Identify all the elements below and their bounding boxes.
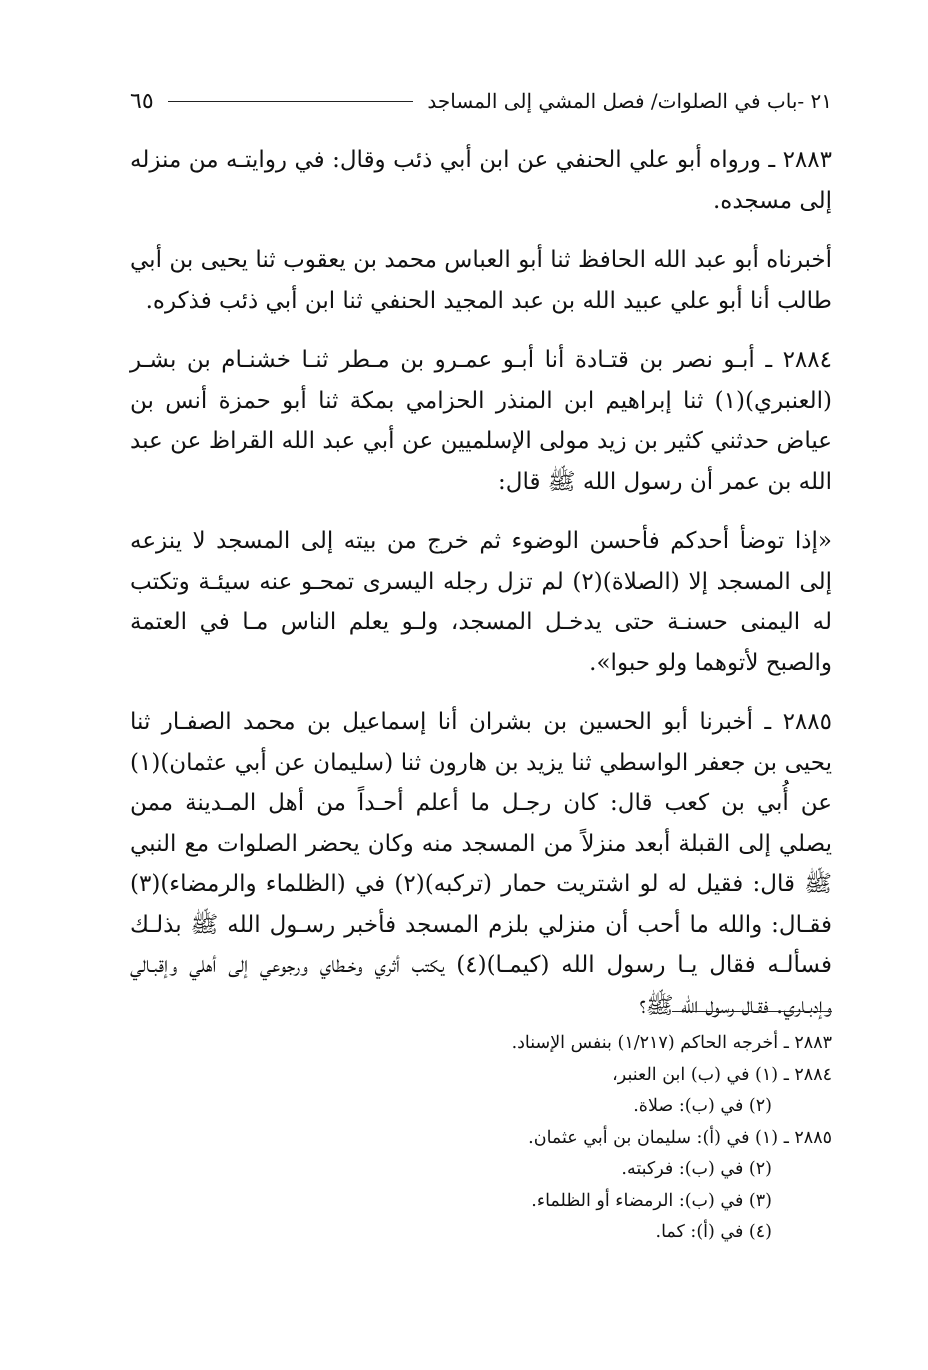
footnote-line <box>130 1217 832 1249</box>
footnote-line <box>130 1028 832 1060</box>
chapter-title: ٢١ -باب في الصلوات/ فصل المشي إلى المساجد <box>427 89 832 113</box>
footnote-line <box>130 1060 832 1092</box>
footnote-text: (١) في (ب) ابن العنبر، <box>612 1064 779 1085</box>
paragraph-2883-chain: أخبرناه أبو عبد الله الحافظ ثنا أبو العباس محمد بن يعقوب ثنا يحيى بن أبي طالب أنا أبو علي عبيد الله بن عبد المجيد الحنفي ثنا ابن أبي ذئب فذكره. <box>130 247 832 314</box>
footnote-number: ٢٨٨٥ ـ <box>783 1127 832 1148</box>
footnote-text: (٢) في (ب): فركبته. <box>621 1159 772 1179</box>
footnote-text: (١) في (أ): سليمان بن أبي عثمان. <box>528 1127 779 1148</box>
footnotes <box>130 1028 832 1249</box>
running-header <box>130 84 832 118</box>
footnote-text: (٢) في (ب): صلاة. <box>633 1096 772 1116</box>
footnote-line <box>130 1154 832 1186</box>
paragraph-2885: ٢٨٨٥ ـ أخبرنا أبو الحسين بن بشران أنا إسماعيل بن محمد الصفـار ثنا يحيى بن جعفر الواسطي ثنا يزيد بن هارون ثنا (سليمان عن أبي عثمان)(١) عن أُبي بن كعب قال: كان رجـل ما أعلم أحـداً من أهل المـدينة ممن يصلي إلى القبلة أبعد منزلاً من المسجد منه وكان يحضر الصلوات مع النبي ﷺ قال: فقيل له لو اشتريت حمار (تركبه)(٢) في (الظلماء والرمضاء)(٣) فقـال: والله ما أحب أن منزلي بلزم المسجد فأخبر رسـول الله ﷺ بذلـك فسألـه فقال يـا رسول الله (كيمـا)(٤) يكتب أثري وخـطاي ورجوعي إلى أهلي وإقبـالي وإدبـاري. فقـال رسول الله ﷺ؟ <box>130 709 832 1019</box>
page-number: ٦٥ <box>130 88 154 114</box>
footnote-separator <box>672 1011 832 1012</box>
footnote-text: أخرجه الحاكم (١/٢١٧) بنفس الإسناد. <box>511 1033 779 1053</box>
paragraph-2884-hadith: «إذا توضأ أحدكم فأحسن الوضوء ثم خرج من بيته إلى المسجد لا ينزعه إلى المسجد إلا (الصلاة)(٢) لم تزل رجله اليسرى تمحـو عنه سيئـة وتكتب له اليمنى حسنـة حتى يدخـل المسجد، ولـو يعلم الناس مـا في العتمة والصبح لأتوهما ولو حبوا». <box>130 528 833 676</box>
paragraph-2884: ٢٨٨٤ ـ أبـو نصر بن قتـادة أنا أبـو عمـرو بن مـطر ثنـا خشنـام بن بشـر (العنبري)(١) ثنا إبراهيم ابن المنذر الحزامي بمكة ثنا أبو حمزة أنس بن عياض حدثني كثير بن زيد مولى الإسلميين عن أبي عبد الله القراظ عن عبد الله بن عمر أن رسول الله ﷺ قال: <box>130 347 833 495</box>
paragraph-2883: ٢٨٨٣ ـ ورواه أبو علي الحنفي عن ابن أبي ذئب وقال: في روايتـه من منزله إلى مسجده. <box>130 147 832 214</box>
main-text <box>130 140 832 1045</box>
footnote-line <box>130 1186 832 1218</box>
footnote-text: (٤) في (أ): كما. <box>655 1222 772 1242</box>
footnote-text: (٣) في (ب): الرمضاء أو الظلماء. <box>531 1190 772 1211</box>
footnote-line <box>130 1091 832 1123</box>
header-rule <box>168 101 414 102</box>
footnote-line <box>130 1123 832 1155</box>
footnote-number: ٢٨٨٤ ـ <box>783 1064 832 1085</box>
footnote-number: ٢٨٨٣ ـ <box>783 1033 832 1053</box>
